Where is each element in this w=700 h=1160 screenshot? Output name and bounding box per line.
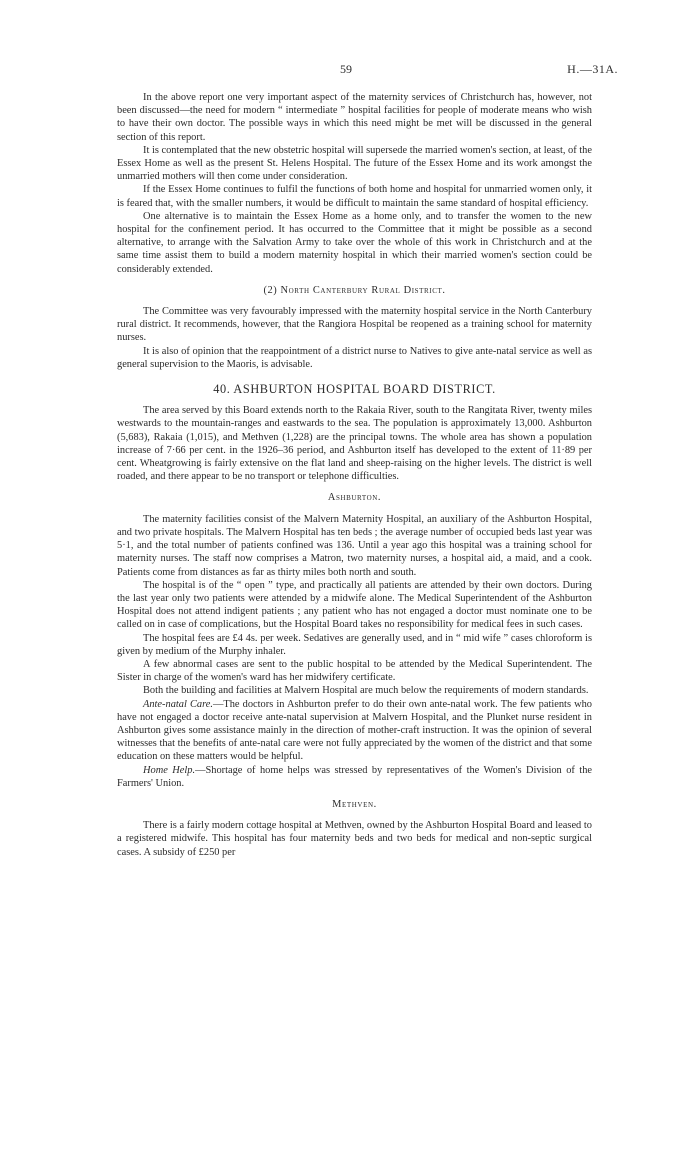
subsection-heading-methven: Methven. [332,798,377,810]
paragraph: The Committee was very favourably impressed with the maternity hospital service in the North Canterbury rural district. It recommends, however, that the Rangiora Hospital be reopened as a training school for maternity nurses. [117,306,592,344]
paragraph: The area served by this Board extends north to the Rakaia River, south to the Rangitata River, twenty miles westwards to the mountain-ranges and eastwards to the sea. The population is approximately 13,000. Ashburton (5,683), Rakaia (1,015), and Methven (1,228) are the principal towns. The whole area has shown a population increase of 7·66 per cent. in the 1926–36 period, and Ashburton itself has developed to the extent of 11·89 per cent. Wheatgrowing is fairly extensive on the flat land and sheep-raising on the higher levels. The district is well roaded, and there appear to be no transport or telephone difficulties. [117,405,592,483]
page-number: 59 [340,62,352,76]
inline-heading: Ante-natal Care. [143,698,213,710]
subsection-heading-ashburton: Ashburton. [327,492,382,504]
paragraph: The hospital fees are £4 4s. per week. Sedatives are generally used, and in “ mid wife ” cases chloroform is given by medium of the Murphy inhaler. [117,632,592,657]
paragraph: It is contemplated that the new obstetric hospital will supersede the married women's section, at least, of the Essex Home as well as the present St. Helens Hospital. The future of the Essex Home and its work amongst the unmarried mothers will then come under consideration. [117,144,592,183]
paragraph: If the Essex Home continues to fulfil the functions of both home and hospital for unmarried women only, it is feared that, with the smaller numbers, it would be difficult to maintain the same standard of hospital efficiency. [117,184,592,209]
paragraph: One alternative is to maintain the Essex Home as a home only, and to transfer the women to the new hospital for the confinement period. It has occurred to the Committee that it might be possible as a second alternative, to arrange with the Salvation Army to take over the whole of this work in Christchurch and at the same time assist them to build a modern maternity hospital in which their married women's section could be considerably extended. [117,210,592,275]
section-heading-ashburton-district: 40. ASHBURTON HOSPITAL BOARD DISTRICT. [213,382,496,397]
paragraph: A few abnormal cases are sent to the public hospital to be attended by the Medical Superintendent. The Sister in charge of the women's ward has her midwifery certificate. [117,658,592,684]
paragraph: Both the building and facilities at Malvern Hospital are much below the requirements of modern standards. [143,685,589,697]
paragraph-text: —The doctors in Ashburton prefer to do their own ante-natal work. The few patients who have not engaged a doctor receive ante-natal supervision at Malvern Hospital, and the Plunket nurse resident in Ashburton gives some assistance mainly in the direction of mother-craft instruction. It was the opinion of several witnesses that the benefits of ante-natal care were not fully appreciated by the women of the district and that some education on these matters would be helpful. [117,698,593,763]
page-body [117,91,592,859]
document-reference: H.—31A. [567,62,618,76]
paragraph-ante-natal-care [117,698,592,764]
paragraph-home-help [117,764,592,790]
page-header [0,62,700,80]
paragraph: The hospital is of the “ open ” type, and practically all patients are attended by their own doctors. During the last year only two patients were attended by a midwife alone. The Medical Superintendent of the Ashburton Hospital does not attend indigent patients ; any patient who has not engaged a doctor must nominate one to be called on in case of complications, but the Hospital Board takes no responsibility for medical fees in such cases. [117,579,592,631]
paragraph-text: —Shortage of home helps was stressed by representatives of the Women's Division of the Farmers' Union. [117,764,593,789]
paragraph: There is a fairly modern cottage hospital at Methven, owned by the Ashburton Hospital Board and leased to a registered midwife. This hospital has four maternity beds and two beds for medical and non-septic surgical cases. A subsidy of £250 per [117,820,592,858]
paragraph: It is also of opinion that the reappointment of a district nurse to Natives to give ante-natal service as well as general supervision to the Maoris, is advisable. [117,345,592,370]
paragraph: In the above report one very important aspect of the maternity services of Christchurch has, however, not been discussed—the need for modern “ intermediate ” hospital facilities for people of moderate means who wish to have their own doctor. The possible ways in which this need might be met will be discussed in the general section of this report. [117,92,592,143]
paragraph: The maternity facilities consist of the Malvern Maternity Hospital, an auxiliary of the Ashburton Hospital, and two private hospitals. The Malvern Hospital has ten beds ; the average number of occupied beds last year was 5·1, and the total number of patients confined was 136. Until a year ago this hospital was a training school for maternity nurses. The staff now comprises a Matron, two maternity nurses, a hospital aid, a maid, and a cook. Patients come from distances as far as thirty miles both north and south. [117,513,592,578]
inline-heading: Home Help. [143,764,196,776]
subsection-heading-north-canterbury: (2) North Canterbury Rural District. [263,284,446,296]
